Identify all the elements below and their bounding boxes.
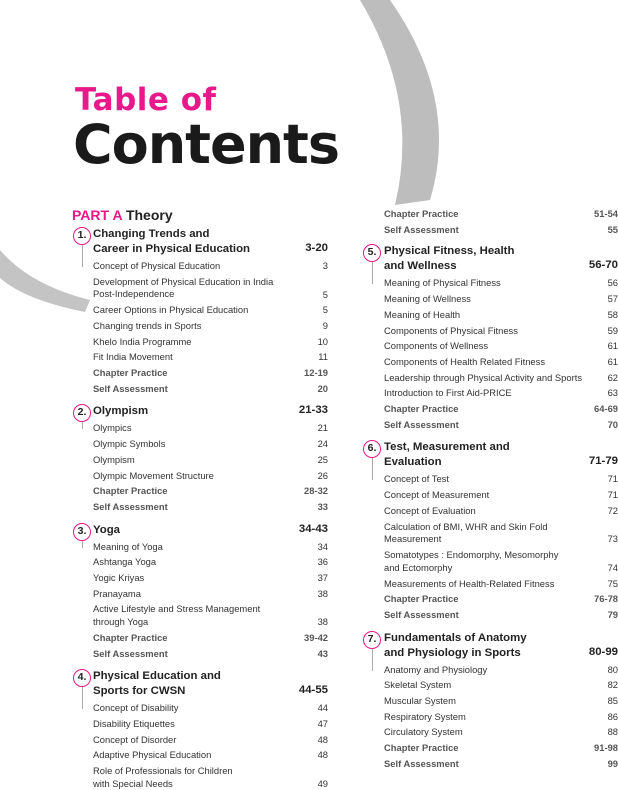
toc-item-line: Components of Health Related Fitness xyxy=(384,355,546,367)
toc-item-line: Active Lifestyle and Stress Management xyxy=(93,603,261,615)
toc-item-line: Chapter Practice xyxy=(384,742,459,754)
toc-item-line: Chapter Practice xyxy=(93,631,168,643)
toc-item-line: Chapter Practice xyxy=(93,367,168,378)
chapter-title-line: Fundamentals of Anatomy xyxy=(384,631,527,644)
toc-item-text xyxy=(384,403,459,416)
toc-item-line: with Special Needs xyxy=(93,777,173,789)
chapter-connector-line xyxy=(372,649,373,671)
toc-item-line: Concept of Disorder xyxy=(93,733,177,745)
toc-item-page: 38 xyxy=(317,587,328,599)
toc-item-text xyxy=(384,387,512,400)
toc-item-page: 88 xyxy=(607,726,618,738)
toc-item-page: 85 xyxy=(607,695,618,706)
toc-item-line: Olympic Symbols xyxy=(93,438,166,450)
toc-item-page: 57 xyxy=(607,293,618,305)
chapter-title xyxy=(93,523,120,538)
toc-item-line: Chapter Practice xyxy=(384,208,459,219)
chapter-title-line: Physical Education and xyxy=(93,670,221,683)
chapter-title xyxy=(93,669,221,699)
chapter-title xyxy=(93,404,148,419)
toc-item-line: Anatomy and Physiology xyxy=(384,663,488,675)
toc-item-line: Skeletal System xyxy=(384,679,452,691)
toc-item-page: 70 xyxy=(607,418,618,430)
toc-item-line: Changing trends in Sports xyxy=(93,319,202,331)
toc-item-text xyxy=(384,372,582,385)
toc-item-line: Calculation of BMI, WHR and Skin Fold xyxy=(384,520,548,532)
toc-item-text xyxy=(93,383,168,396)
toc-item-text xyxy=(384,277,501,290)
toc-item-text xyxy=(93,422,132,435)
chapter-number-badge: 7. xyxy=(363,631,381,649)
toc-item-line: Components of Wellness xyxy=(384,340,489,352)
toc-item-text xyxy=(93,632,168,645)
toc-item-page: 74 xyxy=(607,561,618,573)
toc-item-text xyxy=(93,367,168,380)
chapter-title-line: and Physiology in Sports xyxy=(384,646,521,659)
toc-item-text xyxy=(384,679,451,692)
toc-item-page: 3 xyxy=(322,260,328,271)
toc-item-page: 71 xyxy=(607,473,618,485)
toc-item-text xyxy=(384,356,545,369)
toc-item-page: 82 xyxy=(607,679,618,691)
toc-item-line: Khelo India Programme xyxy=(93,335,192,347)
toc-item-line: Chapter Practice xyxy=(384,593,459,605)
chapter-title xyxy=(384,631,527,661)
toc-item-text xyxy=(93,702,178,715)
chapter-title xyxy=(384,440,510,470)
toc-item-page: 91-98 xyxy=(594,742,618,754)
toc-item-page: 24 xyxy=(317,438,328,450)
toc-item-page: 49 xyxy=(317,777,328,789)
chapter-page-range: 80-99 xyxy=(588,645,618,658)
toc-item-line: Somatotypes : Endomorphy, Mesomorphy xyxy=(384,549,559,560)
toc-item-text xyxy=(384,695,456,708)
toc-item-line: Olympic Movement Structure xyxy=(93,469,214,481)
toc-item-line: Measurement xyxy=(384,533,442,544)
toc-item-line: Fit India Movement xyxy=(93,351,173,363)
toc-item-line: Post-Independence xyxy=(93,288,175,300)
toc-item-line: Self Assessment xyxy=(384,223,459,235)
toc-item-page: 59 xyxy=(607,324,618,336)
toc-item-text xyxy=(93,260,220,273)
toc-item-line: Ashtanga Yoga xyxy=(93,556,157,568)
chapter-title-line: Physical Fitness, Health xyxy=(384,245,515,258)
toc-item-page: 99 xyxy=(607,757,618,769)
toc-item-page: 28-32 xyxy=(304,485,328,497)
toc-item-text xyxy=(384,293,471,306)
title-line-1: Table of xyxy=(75,82,217,118)
toc-item-line: Self Assessment xyxy=(384,418,459,430)
toc-item-line: Self Assessment xyxy=(384,608,459,620)
toc-item-page: 58 xyxy=(607,308,618,320)
chapter-title-line: Evaluation xyxy=(384,456,442,469)
toc-item-text xyxy=(93,304,248,317)
chapter-title-line: Test, Measurement and xyxy=(384,441,510,454)
toc-item-text xyxy=(93,588,141,601)
chapter-page-range: 3-20 xyxy=(305,242,328,254)
chapter-title-line: Sports for CWSN xyxy=(93,685,186,698)
chapter-connector-line xyxy=(82,245,83,267)
toc-item-text xyxy=(384,325,518,338)
chapter-connector-line xyxy=(372,262,373,284)
toc-item-page: 5 xyxy=(322,288,328,300)
toc-item-text xyxy=(93,276,273,301)
chapter-number-badge: 5. xyxy=(363,244,381,262)
toc-item-page: 37 xyxy=(317,572,328,583)
toc-item-line: Meaning of Physical Fitness xyxy=(384,277,501,289)
toc-item-page: 36 xyxy=(317,556,328,568)
toc-item-text xyxy=(93,438,165,451)
part-label: PART A xyxy=(72,207,123,223)
chapter-connector-line xyxy=(372,458,373,480)
toc-item-text xyxy=(384,505,476,518)
toc-item-text xyxy=(93,501,168,514)
toc-item-text xyxy=(93,603,260,628)
toc-item-line: Self Assessment xyxy=(93,500,168,512)
chapter-page-range: 21-33 xyxy=(298,404,328,417)
toc-item-page: 63 xyxy=(607,387,618,399)
toc-item-text xyxy=(93,765,233,790)
toc-item-page: 56 xyxy=(607,277,618,289)
toc-item-text xyxy=(384,726,463,739)
toc-item-text xyxy=(384,609,459,622)
toc-item-text xyxy=(384,578,554,591)
toc-item-line: Olympism xyxy=(93,453,135,465)
toc-item-page: 61 xyxy=(607,340,618,352)
toc-item-line: Self Assessment xyxy=(93,382,168,394)
toc-item-page: 51-54 xyxy=(594,208,618,219)
chapter-page-range: 34-43 xyxy=(298,522,328,535)
chapter-number-badge: 1. xyxy=(73,227,91,245)
toc-item-text xyxy=(384,224,459,237)
toc-item-page: 21 xyxy=(317,422,328,434)
toc-item-line: Meaning of Health xyxy=(384,308,461,320)
toc-item-page: 38 xyxy=(317,616,328,628)
toc-item-text xyxy=(93,572,144,585)
chapter-connector-line xyxy=(82,422,83,429)
toc-item-page: 34 xyxy=(317,540,328,552)
toc-item-line: Chapter Practice xyxy=(93,485,168,497)
toc-item-line: Concept of Evaluation xyxy=(384,504,476,516)
toc-item-line: through Yoga xyxy=(93,615,149,627)
toc-item-line: Career Options in Physical Education xyxy=(93,304,249,316)
toc-item-line: Leadership through Physical Activity and Sports xyxy=(384,371,583,383)
toc-item-page: 9 xyxy=(322,319,328,331)
chapter-number-badge: 2. xyxy=(73,404,91,422)
toc-item-line: Adaptive Physical Education xyxy=(93,749,212,761)
toc-item-text xyxy=(93,485,168,498)
toc-item-text xyxy=(384,340,488,353)
toc-item-line: Role of Professionals for Children xyxy=(93,765,233,777)
toc-item-page: 11 xyxy=(318,351,328,363)
toc-item-line: Chapter Practice xyxy=(384,403,459,414)
toc-item-line: Yogic Kriyas xyxy=(93,572,145,583)
toc-item-text xyxy=(93,734,176,747)
toc-item-page: 20 xyxy=(317,382,328,394)
toc-item-page: 86 xyxy=(607,710,618,722)
chapter-page-range: 56-70 xyxy=(588,259,618,272)
toc-item-text xyxy=(93,648,168,661)
toc-item-text xyxy=(384,664,487,677)
toc-item-line: Circulatory System xyxy=(384,726,463,738)
toc-item-line: Concept of Test xyxy=(384,473,449,485)
chapter-page-range: 44-55 xyxy=(298,684,328,697)
toc-item-line: Olympics xyxy=(93,422,132,434)
chapter-connector-line xyxy=(82,541,83,548)
toc-item-line: Introduction to First Aid-PRICE xyxy=(384,387,512,399)
toc-item-page: 71 xyxy=(607,489,618,501)
toc-item-page: 72 xyxy=(607,504,618,516)
toc-item-line: Concept of Measurement xyxy=(384,489,490,501)
toc-item-page: 5 xyxy=(322,304,328,316)
toc-item-text xyxy=(384,593,459,606)
toc-item-text xyxy=(384,309,460,322)
toc-item-text xyxy=(93,351,173,364)
chapter-number-badge: 3. xyxy=(73,523,91,541)
chapter-title xyxy=(384,244,514,274)
part-heading xyxy=(72,207,173,223)
toc-item-page: 25 xyxy=(317,453,328,465)
toc-item-line: and Ectomorphy xyxy=(384,561,453,573)
toc-item-page: 80 xyxy=(607,663,618,675)
toc-item-page: 47 xyxy=(317,718,328,729)
title-line-2: Contents xyxy=(73,113,340,176)
chapter-title xyxy=(93,227,250,257)
chapter-title-line: Career in Physical Education xyxy=(93,243,250,255)
toc-item-page: 26 xyxy=(317,469,328,481)
toc-item-text xyxy=(93,454,135,467)
chapter-title-line: Yoga xyxy=(93,523,121,536)
toc-item-line: Meaning of Wellness xyxy=(384,293,471,305)
toc-item-text xyxy=(93,320,201,333)
toc-item-page: 10 xyxy=(317,335,328,347)
toc-item-page: 43 xyxy=(317,647,328,659)
part-name: Theory xyxy=(125,207,173,223)
toc-item-line: Development of Physical Education in India xyxy=(93,275,274,287)
toc-item-text xyxy=(384,473,449,486)
toc-item-text xyxy=(384,549,558,574)
toc-item-line: Meaning of Yoga xyxy=(93,540,163,552)
toc-item-page: 39-42 xyxy=(304,631,328,643)
chapter-page-range: 71-79 xyxy=(588,455,618,468)
toc-item-page: 48 xyxy=(317,733,328,745)
toc-item-text xyxy=(384,758,459,771)
toc-item-page: 44 xyxy=(317,702,328,714)
toc-item-text xyxy=(93,749,211,762)
toc-item-text xyxy=(384,419,459,432)
toc-item-line: Concept of Physical Education xyxy=(93,260,221,271)
toc-item-line: Disability Etiquettes xyxy=(93,718,175,729)
toc-item-line: Self Assessment xyxy=(384,757,459,769)
toc-item-text xyxy=(384,711,466,724)
toc-item-text xyxy=(384,208,459,221)
toc-item-page: 12-19 xyxy=(304,367,328,378)
chapter-title-line: Changing Trends and xyxy=(93,228,210,240)
toc-item-line: Concept of Disability xyxy=(93,702,179,714)
toc-item-text xyxy=(93,718,175,731)
toc-item-text xyxy=(384,742,459,755)
toc-item-line: Self Assessment xyxy=(93,647,168,659)
toc-item-page: 33 xyxy=(317,500,328,512)
toc-item-page: 61 xyxy=(607,355,618,367)
toc-item-line: Muscular System xyxy=(384,695,456,706)
toc-item-text xyxy=(93,556,156,569)
toc-item-page: 75 xyxy=(607,577,618,589)
toc-item-line: Measurements of Health-Related Fitness xyxy=(384,577,555,589)
chapter-number-badge: 6. xyxy=(363,440,381,458)
chapter-number-badge: 4. xyxy=(73,669,91,687)
chapter-connector-line xyxy=(82,687,83,709)
toc-item-text xyxy=(93,470,214,483)
toc-item-page: 79 xyxy=(607,608,618,620)
toc-item-page: 64-69 xyxy=(594,403,618,414)
toc-item-page: 48 xyxy=(317,749,328,761)
toc-item-line: Respiratory System xyxy=(384,710,466,722)
toc-item-text xyxy=(384,521,548,546)
toc-item-line: Pranayama xyxy=(93,587,141,599)
chapter-title-line: and Wellness xyxy=(384,260,457,273)
toc-item-page: 73 xyxy=(607,533,618,545)
toc-item-text xyxy=(93,336,192,349)
toc-item-text xyxy=(384,489,489,502)
toc-item-line: Components of Physical Fitness xyxy=(384,324,518,336)
toc-item-page: 62 xyxy=(607,371,618,383)
toc-item-page: 76-78 xyxy=(594,593,618,605)
toc-item-text xyxy=(93,541,163,554)
toc-item-page: 55 xyxy=(607,223,618,235)
chapter-title-line: Olympism xyxy=(93,405,149,418)
